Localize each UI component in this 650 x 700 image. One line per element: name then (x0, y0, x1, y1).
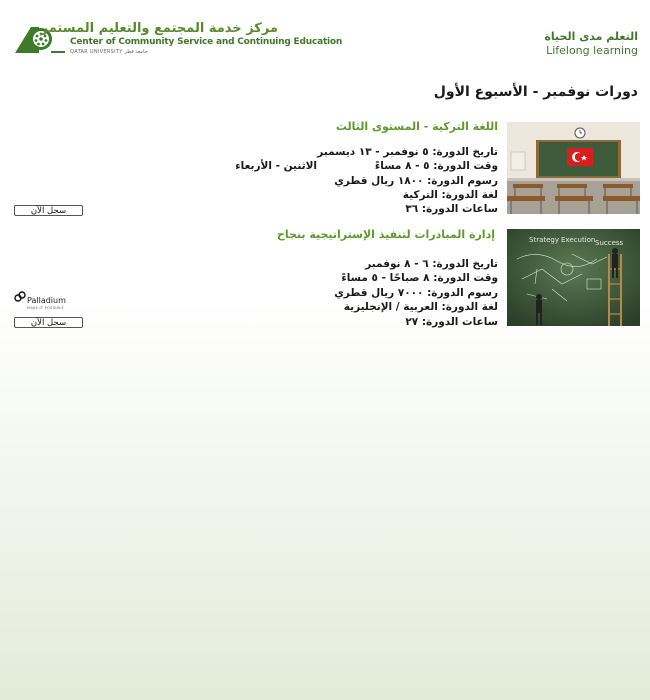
course-fee: رسوم الدورة: ١٨٠٠ ريال قطري (334, 175, 498, 187)
classroom-image (507, 122, 640, 214)
board-word-success: Success (595, 239, 624, 247)
course-language: لغة الدورة: العربية / الإنجليزية (343, 301, 498, 313)
partner-logo-text: Palladium (27, 296, 66, 305)
register-now-button[interactable]: سجل الآن (14, 317, 83, 328)
lifelong-learning-arabic: التعلم مدى الحياة (544, 30, 638, 43)
palladium-logo-icon (14, 291, 26, 303)
logo-university-text: QATAR UNIVERSITY جامعة قطر (70, 49, 148, 55)
course-time: وقت الدورة: ٥ - ٨ مساءً (374, 160, 498, 172)
course-title: اللغة التركية - المستوى الثالث (335, 120, 498, 133)
course-days: الاثنين - الأربعاء (235, 160, 317, 172)
course-hours: ساعات الدورة: ٢٧ (405, 316, 498, 328)
course-language: لغة الدورة: التركية (402, 189, 498, 201)
course-date: تاريخ الدورة: ٥ نوفمبر - ١٣ ديسمبر (317, 146, 498, 158)
board-word-execution: Execution (561, 236, 596, 244)
partner-tagline: MAKE IT POSSIBLE (27, 306, 65, 310)
course-fee: رسوم الدورة: ٧٠٠٠ ريال قطري (334, 287, 498, 299)
logo-arabic-text: مركز خدمة المجتمع والتعليم المستمر (40, 21, 278, 36)
course-date: تاريخ الدورة: ٦ - ٨ نوفمبر (365, 258, 498, 270)
board-word-strategy: Strategy (529, 236, 559, 244)
course-time: وقت الدورة: ٨ صباحًا - ٥ مساءً (341, 272, 498, 284)
lifelong-learning-english: Lifelong learning (546, 44, 638, 57)
page-title: دورات نوفمبر - الأسبوع الأول (433, 84, 638, 100)
course-title: إدارة المبادرات لتنفيذ الإستراتيجية بنجاح (276, 228, 495, 241)
logo-english-text: Center of Community Service and Continuing Education (70, 37, 343, 47)
course-hours: ساعات الدورة: ٣٦ (405, 203, 498, 215)
register-now-button[interactable]: سجل الآن (14, 205, 83, 216)
strategy-chalkboard-image (507, 229, 640, 326)
